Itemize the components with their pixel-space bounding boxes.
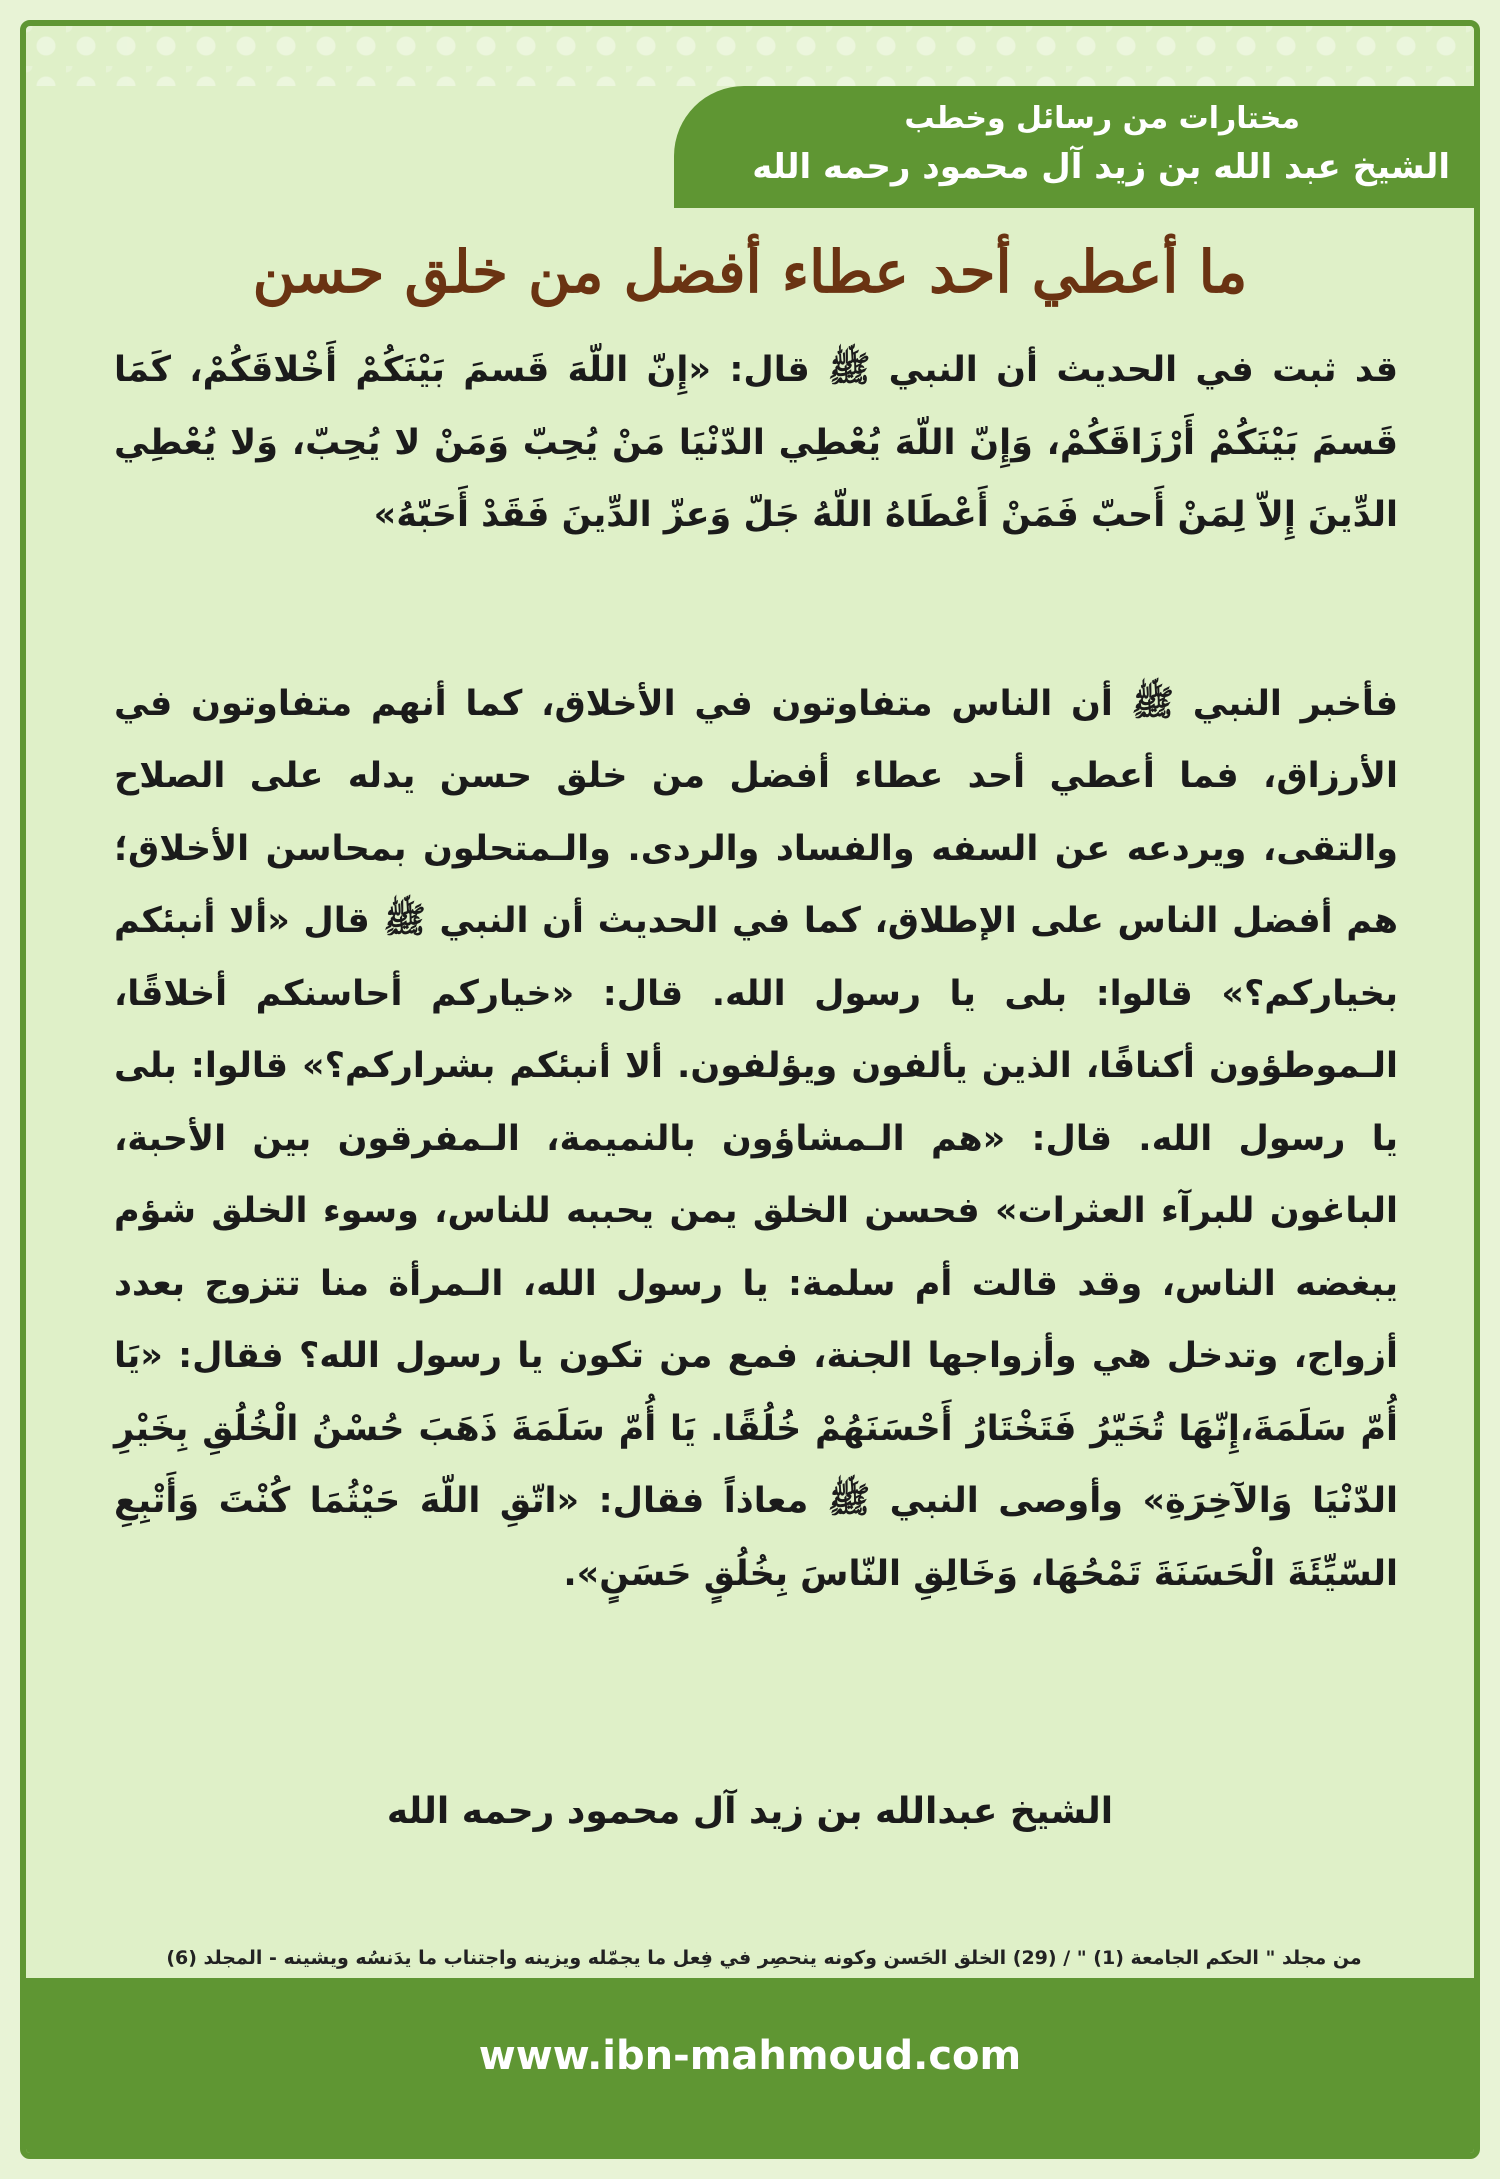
website-link[interactable]: www.ibn-mahmoud.com [478,2033,1022,2079]
page-title: ما أعطي أحد عطاء أفضل من خلق حسن [252,238,1248,306]
header-line-1: مختارات من رسائل وخطب [904,101,1300,136]
paragraph-explanation: فأخبر النبي ﷺ أن الناس متفاوتون في الأخلاق، كما أنهم متفاوتون في الأرزاق، فما أعطي أحد عطاء أفضل من خلق حسن يدله على الصلاح والتقى، ويردعه عن السفه والفساد والردى. والـمتحلون بمحاسن الأخلاق؛ هم أفضل الناس على الإطلاق، كما في الحديث أن النبي ﷺ قال «ألا أنبئكم بخياركم؟» قالوا: بلى يا رسول الله. قال: «خياركم أحاسنكم أخلاقًا، الـموطؤون أكنافًا، الذين يألفون ويؤلفون. ألا أنبئكم بشراركم؟» قالوا: بلى يا رسول الله. قال: «هم الـمشاؤون بالنميمة، الـمفرقون بين الأحبة، الباغون للبرآء العثرات» فحسن الخلق يمن يحببه للناس، وسوء الخلق شؤم يبغضه الناس، وقد قالت أم سلمة: يا رسول الله، الـمرأة منا تتزوج بعدد أزواج، وتدخل هي وأزواجها الجنة، فمع من تكون يا رسول الله؟ فقال: «يَا أُمّ سَلَمَةَ،إِنّهَا تُخَيّرُ فَتَخْتَارُ أَحْسَنَهُمْ خُلُقًا. يَا أُمّ سَلَمَةَ ذَهَبَ حُسْنُ الْخُلُقِ بِخَيْرِ الدّنْيَا وَالآخِرَةِ» وأوصى النبي ﷺ معاذاً فقال: «اتّقِ اللّهَ حَيْثُمَا كُنْتَ وَأَتْبِعِ السّيِّئَةَ الْحَسَنَةَ تَمْحُهَا، وَخَالِقِ النّاسَ بِخُلُقٍ حَسَنٍ». [114,683,1398,1594]
header-line-2: الشيخ عبد الله بن زيد آل محمود رحمه الله [752,147,1450,187]
decorative-pattern [26,26,1474,86]
page-frame [20,20,1480,2159]
article-body [114,334,1398,1610]
header-banner [674,86,1474,208]
author-signature: الشيخ عبدالله بن زيد آل محمود رحمه الله [386,1791,1114,1832]
paragraph-hadith: قد ثبت في الحديث أن النبي ﷺ قال: «إِنّ اللّهَ قَسمَ بَيْنَكُمْ أَخْلاقَكُمْ، كَمَا قَسمَ بَيْنَكُمْ أَرْزَاقَكُمْ، وَإِنّ اللّهَ يُعْطِي الدّنْيَا مَنْ يُحِبّ وَمَنْ لا يُحِبّ، وَلا يُعْطِي الدِّينَ إِلاّ لِمَنْ أَحبّ فَمَنْ أَعْطَاهُ اللّهُ جَلّ وَعزّ الدِّينَ فَقَدْ أَحَبّهُ» [114,350,1398,535]
source-citation: من مجلد " الحكم الجامعة (1) " / (29) الخلق الحَسن وكونه ينحصِر في فِعل ما يجمّله ويزينه واجتناب ما يدَنسُه ويشينه - المجلد (6) [166,1947,1362,1969]
footer-bar [26,1978,1474,2153]
